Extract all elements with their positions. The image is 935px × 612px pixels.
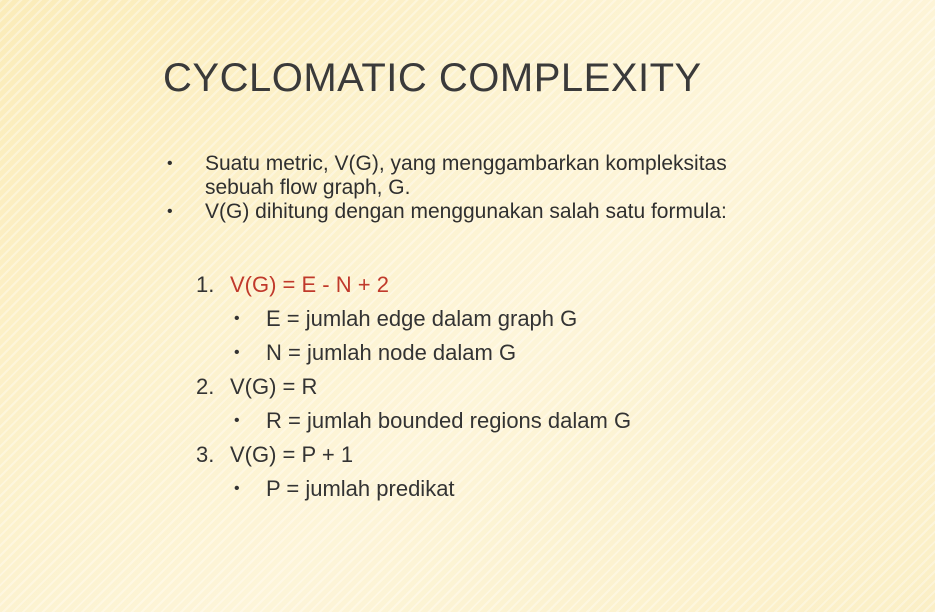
formula-item: [196, 438, 796, 472]
formula-item: [196, 268, 796, 302]
formula-text: V(G) = P + 1: [230, 442, 354, 467]
formula-item: [196, 370, 796, 404]
bullet-text: Suatu metric, V(G), yang menggambarkan kompleksitas sebuah flow graph, G.: [205, 152, 727, 199]
bullet-text: V(G) dihitung dengan menggunakan salah satu formula:: [205, 200, 727, 223]
bullet-list: [163, 152, 783, 224]
formula-text: V(G) = E - N + 2: [230, 272, 389, 297]
formula-list: [196, 268, 796, 506]
formula-sub-item: [196, 404, 796, 438]
bullet-dot-icon: •: [234, 412, 240, 429]
bullet-dot-icon: •: [234, 310, 240, 327]
bullet-item: [163, 152, 783, 200]
formula-number: 1.: [196, 272, 215, 297]
slide-title: CYCLOMATIC COMPLEXITY: [163, 56, 702, 100]
formula-number: 3.: [196, 442, 215, 467]
bullet-item: [163, 200, 783, 224]
bullet-dot-icon: •: [234, 480, 240, 497]
formula-sub-text: P = jumlah predikat: [266, 476, 455, 501]
formula-sub-text: N = jumlah node dalam G: [266, 340, 517, 365]
bullet-dot-icon: •: [234, 344, 240, 361]
formula-sub-text: E = jumlah edge dalam graph G: [266, 306, 578, 331]
formula-sub-item: [196, 302, 796, 336]
formula-sub-text: R = jumlah bounded regions dalam G: [266, 408, 632, 433]
formula-sub-item: [196, 472, 796, 506]
formula-text: V(G) = R: [230, 374, 318, 399]
formula-sub-item: [196, 336, 796, 370]
formula-number: 2.: [196, 374, 215, 399]
bullet-dot-icon: •: [167, 155, 173, 172]
bullet-dot-icon: •: [167, 203, 173, 220]
